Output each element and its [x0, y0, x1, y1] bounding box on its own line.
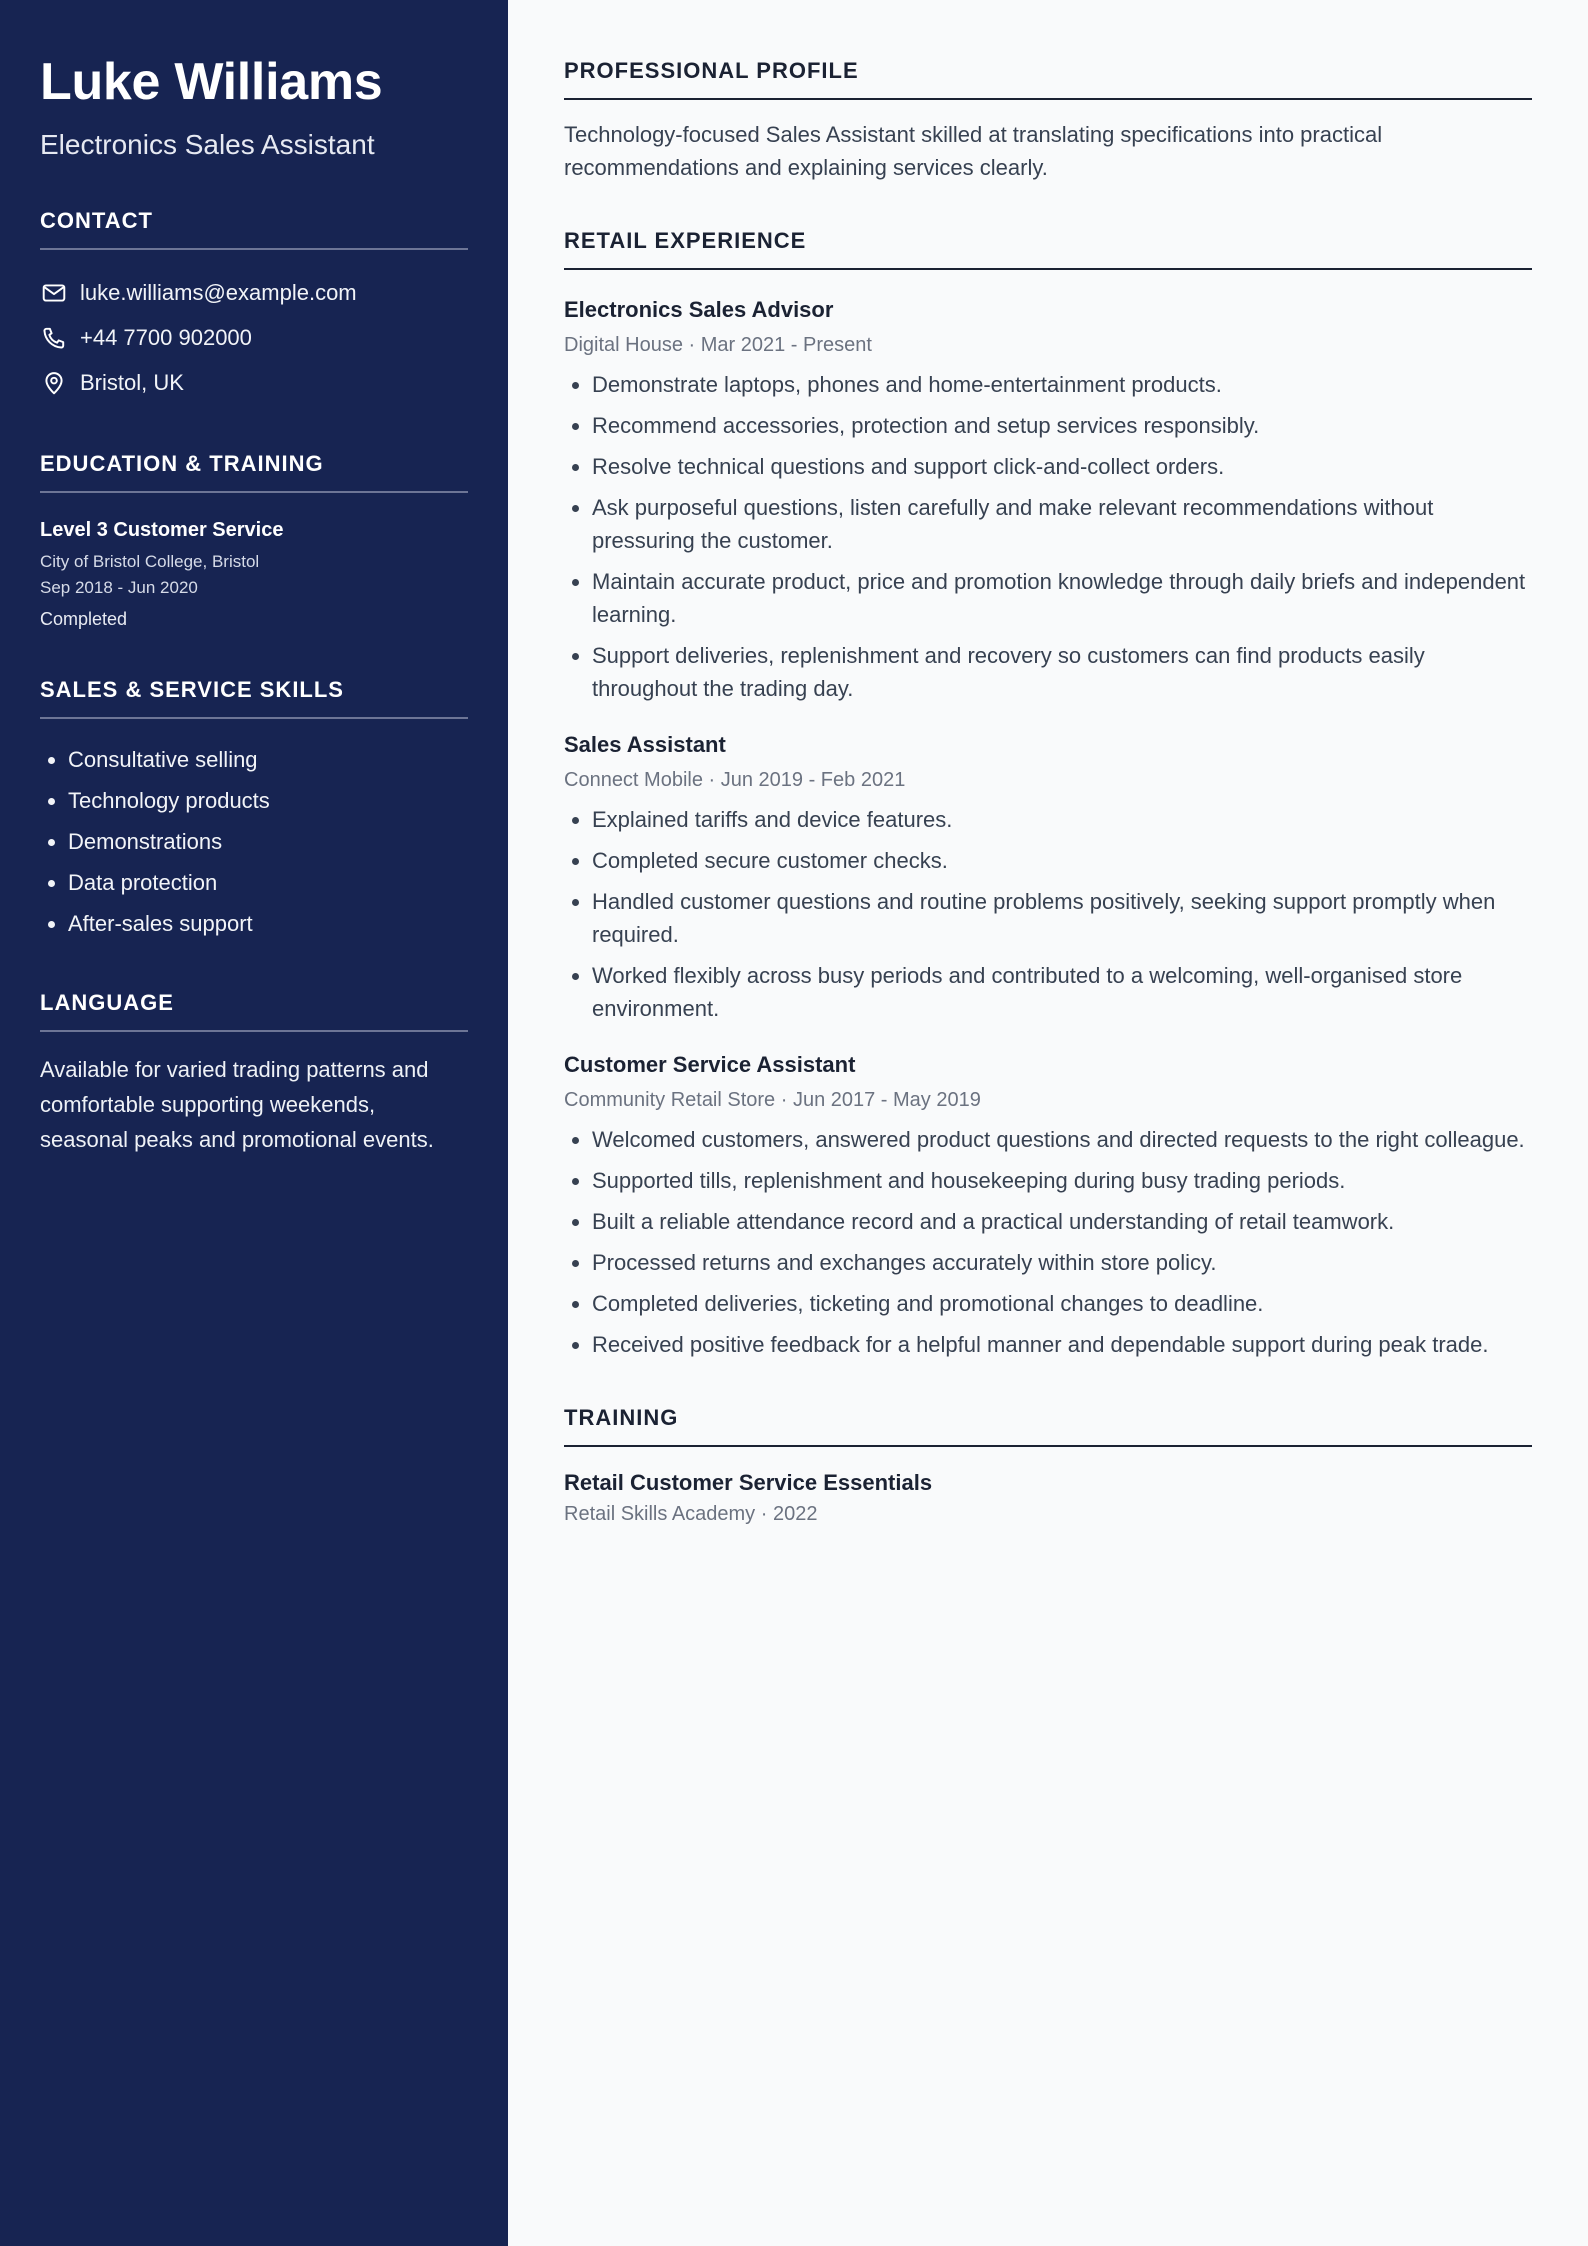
job-bullet: • Explained tariffs and device features.: [592, 803, 1532, 836]
training-title: Retail Customer Service Essentials: [564, 1470, 933, 1495]
skill-item: • After-sales support: [68, 903, 468, 944]
contact-heading: CONTACT: [40, 208, 468, 250]
job-entry: [564, 731, 1532, 1025]
job-bullet: • Built a reliable attendance record and a practical understanding of retail teamwork.: [592, 1205, 1532, 1238]
skills-heading: SALES & SERVICE SKILLS: [40, 677, 468, 719]
training-section: [564, 1405, 1532, 1527]
phone-icon: [40, 324, 68, 352]
job-bullet: • Handled customer questions and routine problems positively, seeking support promptly when required.: [592, 885, 1532, 951]
language-section: [40, 990, 468, 1157]
candidate-name: Luke Williams: [40, 53, 383, 111]
contact-location: [40, 360, 468, 405]
education-section: [40, 451, 468, 631]
skills-list: [40, 739, 468, 944]
experience-section: [564, 228, 1532, 1361]
job-bullet: • Resolve technical questions and support click-and-collect orders.: [592, 450, 1532, 483]
skill-item: • Technology products: [68, 780, 468, 821]
job-bullet: • Demonstrate laptops, phones and home-entertainment products.: [592, 368, 1532, 401]
education-heading: EDUCATION & TRAINING: [40, 451, 468, 493]
job-title: Sales Assistant: [564, 732, 726, 757]
job-bullets: [564, 368, 1532, 705]
contact-list: [40, 270, 468, 405]
job-bullet: • Support deliveries, replenishment and recovery so customers can find products easily throughout the trading day.: [592, 639, 1532, 705]
profile-text: Technology-focused Sales Assistant skilled at translating specifications into practical recommendations and explaining services clearly.: [564, 122, 1383, 180]
experience-heading: RETAIL EXPERIENCE: [564, 228, 1532, 270]
language-text: Available for varied trading patterns and comfortable supporting weekends, seasonal peaks and promotional events.: [40, 1057, 434, 1152]
training-meta: Retail Skills Academy · 2022: [564, 1503, 818, 1525]
education-dates: Sep 2018 - Jun 2020: [40, 578, 198, 597]
language-heading: LANGUAGE: [40, 990, 468, 1032]
profile-heading: PROFESSIONAL PROFILE: [564, 58, 1532, 100]
job-bullet: • Supported tills, replenishment and housekeeping during busy trading periods.: [592, 1164, 1532, 1197]
skill-item: • Data protection: [68, 862, 468, 903]
job-bullet: • Recommend accessories, protection and setup services responsibly.: [592, 409, 1532, 442]
education-status: Completed: [40, 609, 128, 629]
job-bullet: • Completed secure customer checks.: [592, 844, 1532, 877]
contact-phone-text: +44 7700 902000: [80, 324, 252, 350]
contact-email[interactable]: [40, 270, 468, 315]
sidebar: [0, 0, 508, 2246]
contact-email-text: luke.williams@example.com: [80, 279, 357, 305]
job-meta: Community Retail Store · Jun 2017 - May 2019: [564, 1089, 981, 1111]
main-content: [508, 0, 1588, 2246]
job-bullets: [564, 1123, 1532, 1361]
job-bullet: • Welcomed customers, answered product questions and directed requests to the right colleague.: [592, 1123, 1532, 1156]
contact-section: [40, 208, 468, 405]
training-heading: TRAINING: [564, 1405, 1532, 1447]
job-title: Electronics Sales Advisor: [564, 297, 834, 322]
job-bullet: • Maintain accurate product, price and promotion knowledge through daily briefs and independent learning.: [592, 565, 1532, 631]
job-meta: Connect Mobile · Jun 2019 - Feb 2021: [564, 769, 906, 791]
job-bullet: • Ask purposeful questions, listen carefully and make relevant recommendations without pressuring the customer.: [592, 491, 1532, 557]
job-bullet: • Received positive feedback for a helpful manner and dependable support during peak trade.: [592, 1328, 1532, 1361]
job-bullet: • Completed deliveries, ticketing and promotional changes to deadline.: [592, 1287, 1532, 1320]
education-institution: [40, 549, 468, 601]
skill-item: • Consultative selling: [68, 739, 468, 780]
job-bullet: • Processed returns and exchanges accurately within store policy.: [592, 1246, 1532, 1279]
education-institution-text: City of Bristol College, Bristol: [40, 552, 260, 571]
contact-phone[interactable]: [40, 315, 468, 360]
job-entry: [564, 296, 1532, 705]
candidate-headline: Electronics Sales Assistant: [40, 129, 375, 160]
job-meta: Digital House · Mar 2021 - Present: [564, 334, 872, 356]
education-title: Level 3 Customer Service: [40, 519, 284, 541]
skills-section: [40, 677, 468, 944]
contact-location-text: Bristol, UK: [80, 369, 184, 395]
skill-item: • Demonstrations: [68, 821, 468, 862]
location-pin-icon: [40, 369, 68, 397]
job-entry: [564, 1051, 1532, 1361]
mail-icon: [40, 279, 68, 307]
job-bullet: • Worked flexibly across busy periods and contributed to a welcoming, well-organised store environment.: [592, 959, 1532, 1025]
job-title: Customer Service Assistant: [564, 1052, 856, 1077]
profile-section: [564, 58, 1532, 184]
job-bullets: [564, 803, 1532, 1025]
